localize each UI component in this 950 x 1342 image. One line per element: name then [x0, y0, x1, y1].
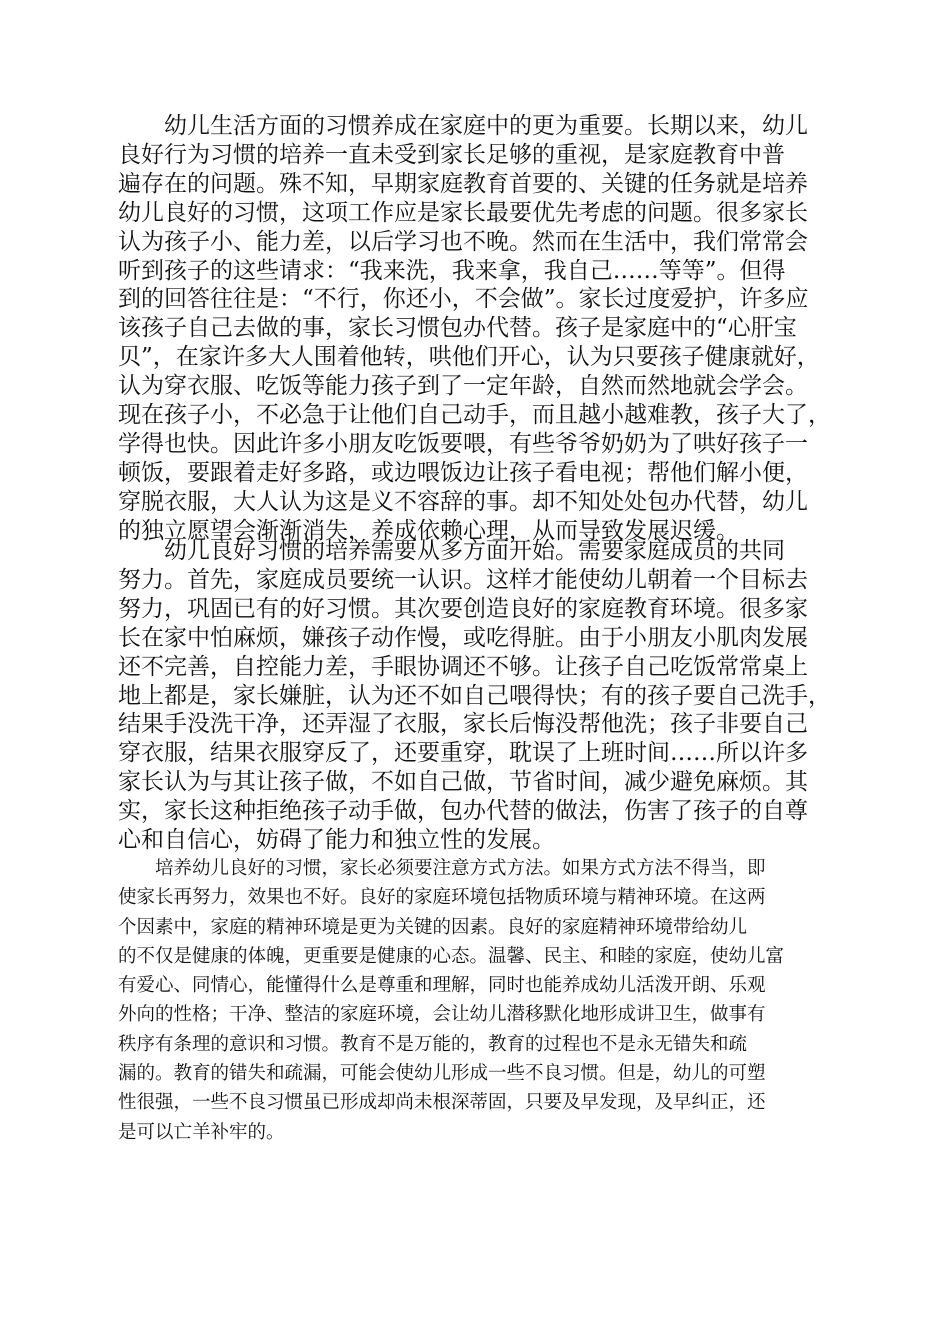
text-line: 遍存在的问题。殊不知，早期家庭教育首要的、关键的任务就是培养: [118, 170, 808, 197]
text-line: 秩序有条理的意识和习惯。教育不是万能的，教育的过程也不是永无错失和疏: [118, 1033, 748, 1055]
text-line: 实，家长这种拒绝孩子动手做，包办代替的做法，伤害了孩子的自尊: [118, 798, 808, 825]
text-line: 有爱心、同情心，能懂得什么是尊重和理解，同时也能养成幼儿活泼开朗、乐观: [118, 975, 766, 997]
text-line: 性很强，一些不良习惯虽已形成却尚未根深蒂固，只要及早发现，及早纠正，还: [118, 1092, 766, 1114]
paragraph-3: [118, 854, 838, 1147]
text-line: 的独立愿望会渐渐消失，养成依赖心理，从而导致发展迟缓。: [118, 517, 739, 544]
text-line: 该孩子自己去做的事，家长习惯包办代替。孩子是家庭中的“心肝宝: [118, 315, 797, 342]
text-line: 结果手没洗干净，还弄湿了衣服，家长后悔没帮他洗；孩子非要自己: [118, 711, 808, 738]
text-line: 个因素中，家庭的精神环境是更为关键的因素。良好的家庭精神环境带给幼儿: [118, 916, 748, 938]
text-line: 认为穿衣服、吃饭等能力孩子到了一定年龄，自然而然地就会学会。: [118, 373, 808, 400]
text-line: 努力，巩固已有的好习惯。其次要创造良好的家庭教育环境。很多家: [118, 595, 808, 622]
text-line: 心和自信心，妨碍了能力和独立性的发展。: [118, 827, 555, 854]
text-line: 长在家中怕麻烦，嫌孩子动作慢，或吃得脏。由于小朋友小肌肉发展: [118, 624, 808, 651]
text-line: 听到孩子的这些请求：“我来洗，我来拿，我自己……等等”。但得: [118, 257, 786, 284]
text-line: 幼儿生活方面的习惯养成在家庭中的更为重要。长期以来，幼儿: [118, 113, 808, 139]
paragraph-2: [118, 537, 838, 855]
text-line: 幼儿良好的习惯，这项工作应是家长最要优先考虑的问题。很多家长: [118, 199, 808, 226]
text-line: 良好行为习惯的培养一直未受到家长足够的重视，是家庭教育中普: [118, 141, 785, 168]
text-line: 的不仅是健康的体魄，更重要是健康的心态。温馨、民主、和睦的家庭，使幼儿富: [118, 945, 785, 967]
text-line: 穿脱衣服，大人认为这是义不容辞的事。却不知处处包办代替，幼儿: [118, 488, 808, 515]
text-line: 使家长再努力，效果也不好。良好的家庭环境包括物质环境与精神环境。在这两: [118, 887, 766, 909]
text-line: 还不完善，自控能力差，手眼协调还不够。让孩子自己吃饭常常桌上: [118, 653, 808, 680]
paragraph-1: [118, 112, 838, 546]
text-line: 努力。首先，家庭成员要统一认识。这样才能使幼儿朝着一个目标去: [118, 566, 808, 593]
text-line: 贝”，在家许多大人围着他转，哄他们开心，认为只要孩子健康就好，: [118, 344, 820, 371]
text-line: 认为孩子小、能力差，以后学习也不晚。然而在生活中，我们常常会: [118, 228, 808, 255]
text-line: 漏的。教育的错失和疏漏，可能会使幼儿形成一些不良习惯。但是，幼儿的可塑: [118, 1063, 766, 1085]
text-line: 幼儿良好习惯的培养需要从多方面开始。需要家庭成员的共同: [118, 538, 785, 564]
text-line: 地上都是，家长嫌脏，认为还不如自己喂得快；有的孩子要自己洗手，: [118, 682, 831, 709]
text-line: 学得也快。因此许多小朋友吃饭要喂，有些爷爷奶奶为了哄好孩子一: [118, 430, 808, 457]
text-line: 现在孩子小，不必急于让他们自己动手，而且越小越难教，孩子大了，: [118, 402, 831, 429]
text-line: 到的回答往往是：“不行，你还小，不会做”。家长过度爱护，许多应: [118, 286, 809, 313]
text-line: 家长认为与其让孩子做，不如自己做，节省时间，减少避免麻烦。其: [118, 769, 808, 796]
text-line: 培养幼儿良好的习惯，家长必须要注意方式方法。如果方式方法不得当，即: [118, 858, 766, 879]
text-line: 是可以亡羊补牢的。: [118, 1121, 285, 1143]
text-line: 外向的性格；干净、整洁的家庭环境，会让幼儿潜移默化地形成讲卫生，做事有: [118, 1004, 766, 1026]
text-line: 顿饭，要跟着走好多路，或边喂饭边让孩子看电视；帮他们解小便，: [118, 459, 808, 486]
text-line: 穿衣服，结果衣服穿反了，还要重穿，耽误了上班时间……所以许多: [118, 740, 808, 767]
